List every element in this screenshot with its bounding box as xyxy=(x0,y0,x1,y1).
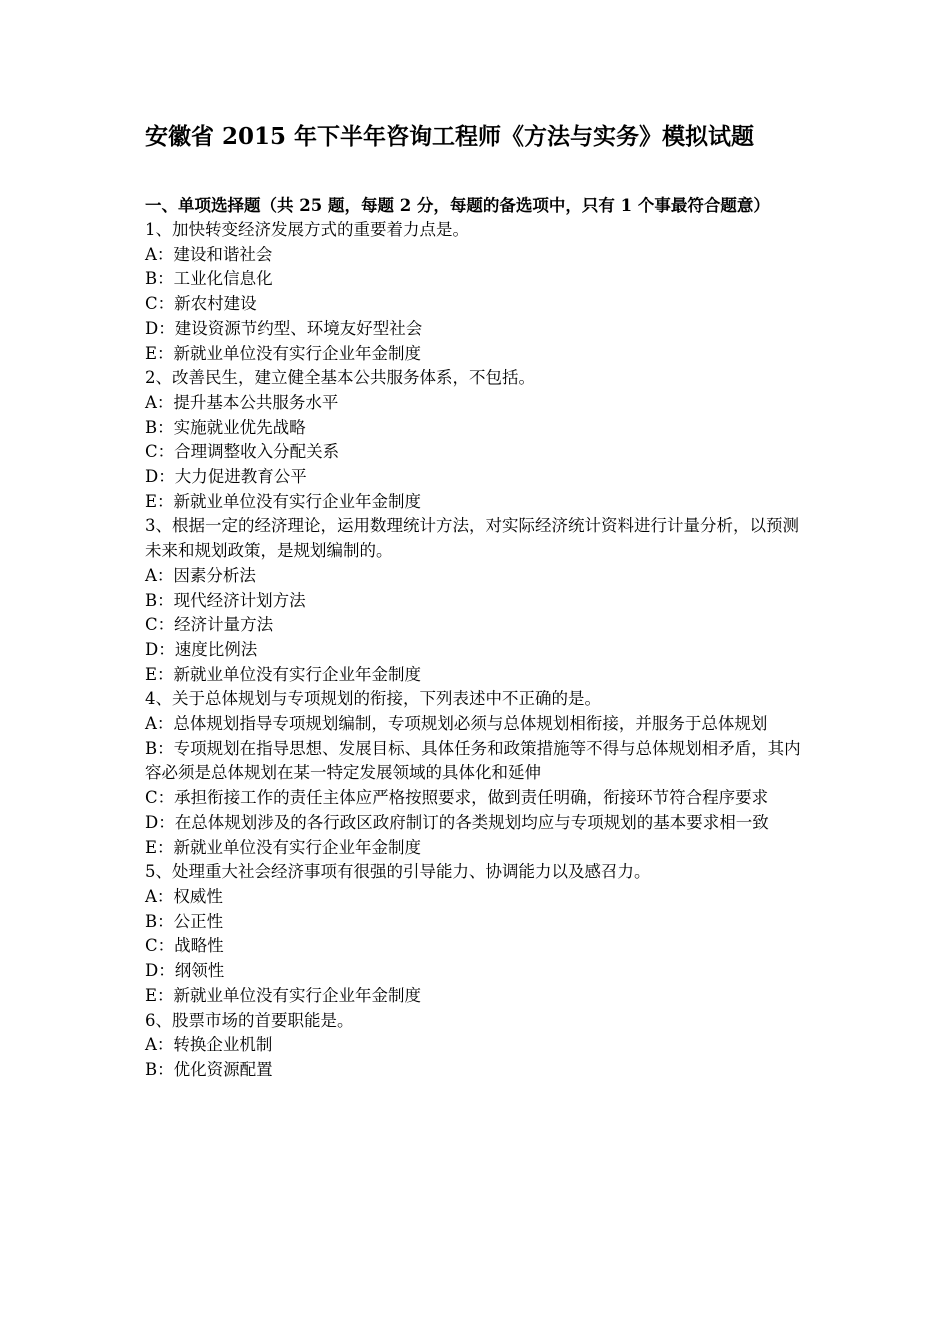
option-d: D：大力促进教育公平 xyxy=(145,467,307,487)
option-c: C：战略性 xyxy=(145,936,224,956)
option-d: D：纲领性 xyxy=(145,961,225,981)
option-a: A：因素分析法 xyxy=(145,565,256,585)
option-a: A：建设和谐社会 xyxy=(145,244,273,264)
option-a: A：权威性 xyxy=(145,886,223,906)
option-d: D：速度比例法 xyxy=(145,639,258,659)
option-e: E：新就业单位没有实行企业年金制度 xyxy=(145,985,422,1005)
document-page xyxy=(145,120,810,1083)
question xyxy=(145,860,810,1008)
option-c: C：经济计量方法 xyxy=(145,615,274,635)
option-c: C：承担衔接工作的责任主体应严格按照要求，做到责任明确，衔接环节符合程序要求 xyxy=(145,788,769,808)
option-d: D：在总体规划涉及的各行政区政府制订的各类规划均应与专项规划的基本要求相一致 xyxy=(145,812,769,832)
question-stem: 3、根据一定的经济理论，运用数理统计方法，对实际经济统计资料进行计量分析，以预测未来和规划政策，是规划编制的。 xyxy=(145,516,799,561)
option-e: E：新就业单位没有实行企业年金制度 xyxy=(145,343,422,363)
option-a: A：转换企业机制 xyxy=(145,1035,273,1055)
option-b: B：实施就业优先战略 xyxy=(145,417,306,437)
option-e: E：新就业单位没有实行企业年金制度 xyxy=(145,491,422,511)
question-stem: 6、股票市场的首要职能是。 xyxy=(145,1010,354,1030)
option-a: A：提升基本公共服务水平 xyxy=(145,392,339,412)
option-e: E：新就业单位没有实行企业年金制度 xyxy=(145,837,422,857)
option-c: C：新农村建设 xyxy=(145,294,257,314)
question-stem: 4、关于总体规划与专项规划的衔接，下列表述中不正确的是。 xyxy=(145,689,601,709)
option-a: A：总体规划指导专项规划编制，专项规划必须与总体规划相衔接，并服务于总体规划 xyxy=(145,714,768,734)
option-b: B：工业化信息化 xyxy=(145,269,273,289)
option-b: B：公正性 xyxy=(145,911,224,931)
question-stem: 2、改善民生，建立健全基本公共服务体系，不包括。 xyxy=(145,368,535,388)
option-b: B：优化资源配置 xyxy=(145,1059,273,1079)
document-title: 安徽省 2015 年下半年咨询工程师《方法与实务》模拟试题 xyxy=(145,123,755,150)
question xyxy=(145,687,810,860)
question xyxy=(145,218,810,366)
question xyxy=(145,366,810,514)
question-stem: 5、处理重大社会经济事项有很强的引导能力、协调能力以及感召力。 xyxy=(145,862,651,882)
option-e: E：新就业单位没有实行企业年金制度 xyxy=(145,664,422,684)
question xyxy=(145,1009,810,1083)
section-heading: 一、单项选择题（共 25 题，每题 2 分，每题的备选项中，只有 1 个事最符合题意） xyxy=(145,196,770,215)
question xyxy=(145,514,810,687)
option-c: C：合理调整收入分配关系 xyxy=(145,442,340,462)
option-b: B：专项规划在指导思想、发展目标、具体任务和政策措施等不得与总体规划相矛盾，其内容必须是总体规划在某一特定发展领域的具体化和延伸 xyxy=(145,738,801,783)
option-b: B：现代经济计划方法 xyxy=(145,590,306,610)
option-d: D：建设资源节约型、环境友好型社会 xyxy=(145,318,423,338)
question-stem: 1、加快转变经济发展方式的重要着力点是。 xyxy=(145,220,469,239)
